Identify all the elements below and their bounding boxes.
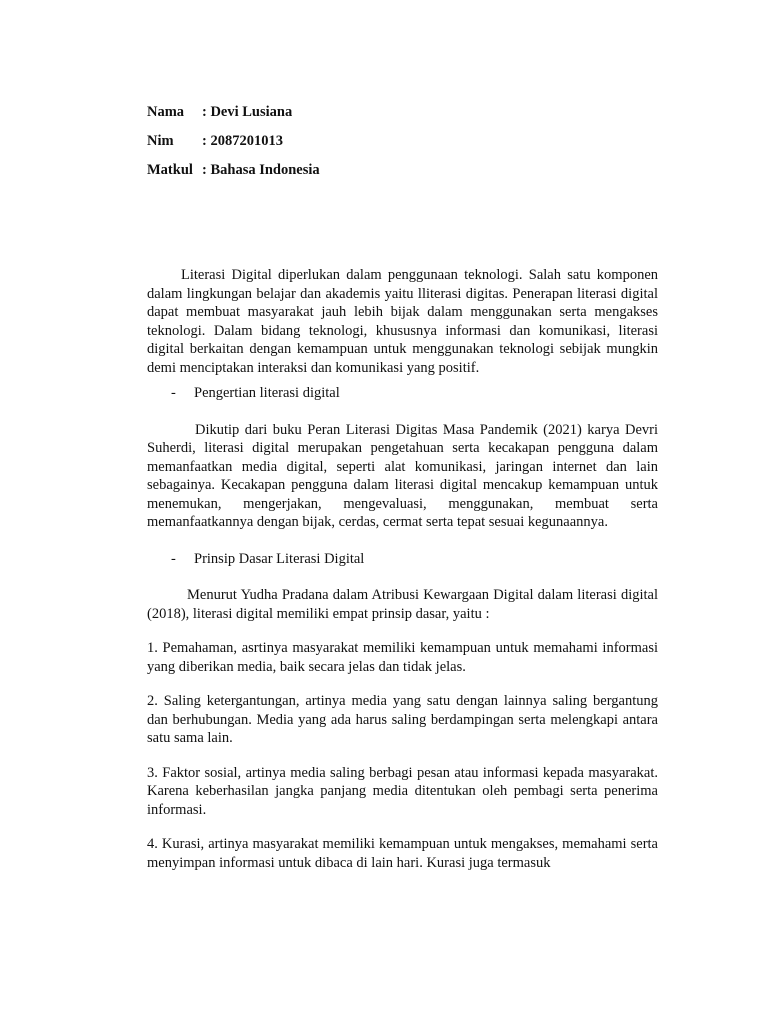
definition-paragraph: Dikutip dari buku Peran Literasi Digitas Masa Pandemik (2021) karya Devri Suherdi, literasi digital merupakan pengetahuan serta kecakapan pengguna dalam memanfaatkan media digital, seperti alat komunikasi, jaringan internet dan lain sebagainya. Kecakapan pengguna dalam literasi digital mencakup kemampuan untuk menemukan, mengerjakan, mengevaluasi, menggunakan, membuat serta memanfaatkannya dengan bijak, cerdas, cermat serta tepat sesuai kegunaannya. (147, 421, 658, 530)
intro-paragraph: Literasi Digital diperlukan dalam penggunaan teknologi. Salah satu komponen dalam lingkungan belajar dan akademis yaitu lliterasi digitas. Penerapan literasi digital dapat membuat masyarakat jauh lebih bijak dalam menggunakan serta mengakses teknologi. Dalam bidang teknologi, khususnya informasi dan komunikasi, literasi digital berkaitan dengan kemampuan untuk menggunakan teknologi sebijak mungkin demi menciptakan interaksi dan komunikasi yang positif. (147, 267, 658, 376)
nim-label: Nim (147, 133, 174, 149)
section-heading-definition (147, 384, 658, 403)
name-value: : Devi Lusiana (202, 104, 293, 120)
principle-item: 4. Kurasi, artinya masyarakat memiliki kemampuan untuk mengakses, memahami serta menyimpan informasi untuk dibaca di lain hari. Kurasi juga termasuk (147, 836, 658, 871)
dash-bullet: - (171, 550, 176, 567)
matkul-value: : Bahasa Indonesia (202, 162, 320, 178)
matkul-label: Matkul (147, 162, 193, 178)
matkul-row (147, 159, 597, 181)
section-heading-principles (147, 550, 658, 569)
section-title: Pengertian literasi digital (194, 385, 340, 401)
dash-bullet: - (171, 385, 176, 401)
nim-row (147, 130, 597, 152)
section-title: Prinsip Dasar Literasi Digital (194, 550, 365, 567)
principle-item: 1. Pemahaman, asrtinya masyarakat memiliki kemampuan untuk memahami informasi yang diberikan media, baik secara jelas dan tidak jelas. (147, 640, 658, 675)
nim-value: : 2087201013 (202, 133, 283, 149)
name-label: Nama (147, 104, 185, 120)
principle-item: 3. Faktor sosial, artinya media saling berbagi pesan atau informasi kepada masyarakat. Karena keberhasilan jangka panjang media ditentukan oleh pembagi serta penerima informasi. (147, 764, 658, 818)
student-info-header (147, 101, 597, 188)
name-row (147, 101, 597, 123)
document-body (147, 266, 658, 872)
principles-intro-paragraph: Menurut Yudha Pradana dalam Atribusi Kewargaan Digital dalam literasi digital (2018), literasi digital memiliki empat prinsip dasar, yaitu : (147, 587, 658, 622)
principle-item: 2. Saling ketergantungan, artinya media yang satu dengan lainnya saling bergantung dan berhubungan. Media yang ada harus saling berdampingan serta melengkapi antara satu sama lain. (147, 693, 658, 746)
